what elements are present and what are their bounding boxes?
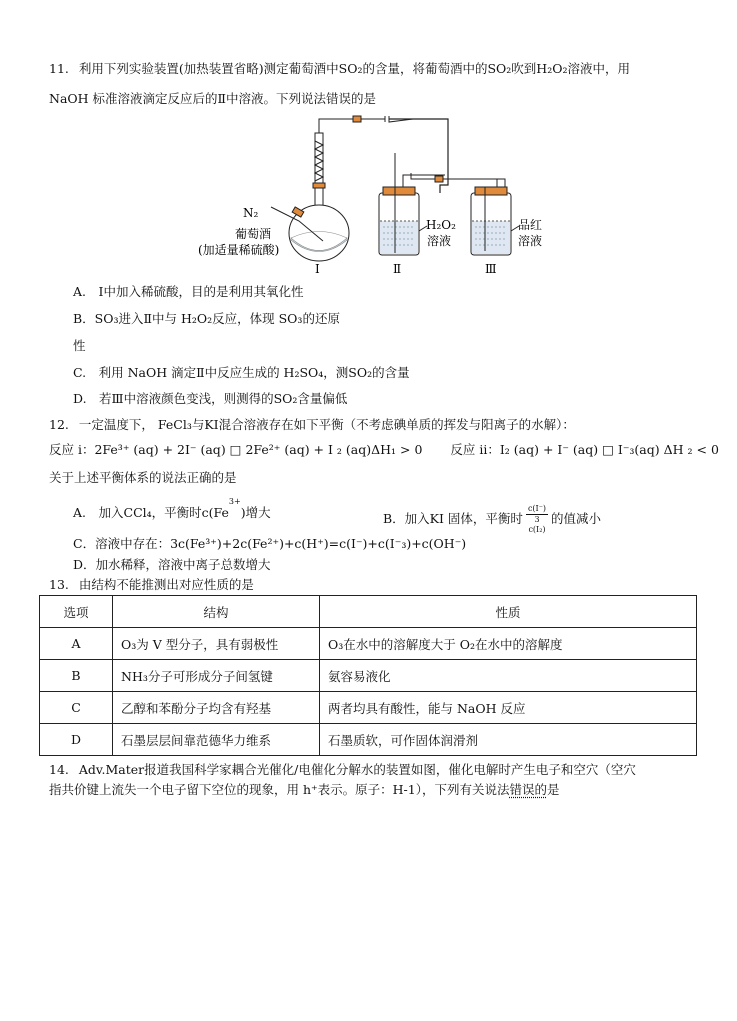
q14-number: 14. [49,762,69,777]
q12-option-b-end: 的值减小 [551,511,602,526]
table-row [40,692,697,724]
q12-option-b-text: B．加入KI 固体，平衡时 [383,511,523,526]
q12-option-d: D．加水稀释，溶液中离子总数增大 [73,557,271,572]
q12-option-b [383,504,601,535]
q12-stem-text: 一定温度下， FeCl₃与KI混合溶液存在如下平衡（不考虑碘单质的挥发与阳离子的水解）： [78,417,575,432]
reaction-ii: 反应 ii：I₂ (aq) + I⁻ (aq) □ I⁻₃(aq) ΔH ₂ < 0 [450,442,719,457]
q12-option-a-ion: (Fe [208,505,229,520]
table-cell: D [40,724,113,756]
table-cell: NH₃分子可形成分子间氢键 [113,660,320,692]
tube-connector-1 [353,116,361,122]
fraction-denominator: c(I₂) [528,525,546,534]
table-header-row [40,596,697,628]
q12-option-c: C．溶液中存在：3c(Fe³⁺)+2c(Fe²⁺)+c(H⁺)=c(I⁻)+c(I⁻₃)+c(OH⁻) [73,536,467,551]
table-header-option: 选项 [40,596,113,628]
q11-stem-text: 利用下列实验装置(加热装置省略)测定葡萄酒中SO₂的含量，将葡萄酒中的SO₂吹到H₂O₂溶液中，用 [78,61,630,76]
table-row [40,724,697,756]
label-I: Ⅰ [315,262,320,276]
q11-option-d: D. 若Ⅲ中溶液颜色变浅，则测得的SO₂含量偏低 [73,391,348,406]
q12-prompt: 关于上述平衡体系的说法正确的是 [49,470,237,485]
q14-line2 [49,781,559,799]
q11-option-b-line1: B．SO₃进入Ⅱ中与 H₂O₂反应，体现 SO₃的还原 [73,311,340,326]
q12-option-a-text: A. 加入CCl₄，平衡时c [73,505,209,520]
q12-option-a-charge: 3+ [228,496,241,506]
h2o2-solution-label: 溶液 [427,234,452,248]
q12-option-a [73,496,271,522]
table-cell: 石墨层层间靠范德华力维系 [113,724,320,756]
q11-option-c: C. 利用 NaOH 滴定Ⅱ中反应生成的 H₂SO₄，测SO₂的含量 [73,365,410,380]
q13-table [39,595,697,756]
wine-acid-label: (加适量稀硫酸) [198,243,280,257]
fraction-subscript: 3 [534,515,540,524]
h2o2-label: H₂O₂ [426,218,456,232]
pinhong-label: 品红 [518,218,543,232]
q14-line2-text: 指共价键上流失一个电子留下空位的现象，用 h⁺表示。原子：H-1），下列有关说法 [49,782,510,797]
pinhong-solution-label: 溶液 [518,234,543,248]
q14-line1 [49,761,636,779]
table-cell: C [40,692,113,724]
table-cell: B [40,660,113,692]
q11-number: 11. [49,61,69,76]
table-cell: 石墨质软，可作固体润滑剂 [320,724,697,756]
q13-stem [49,576,254,594]
n2-label: N₂ [243,206,259,220]
q11-stem-line1 [49,60,630,78]
table-row [40,660,697,692]
q14-emphasis: 错误的 [509,782,547,797]
q12-stem [49,416,575,434]
q14-text: Adv.Mater报道我国科学家耦合光催化/电催化分解水的装置如图，催化电解时产生电子和空穴（空穴 [78,762,636,777]
q12-number: 12. [49,417,69,432]
label-II: Ⅱ [393,262,402,276]
table-cell: 两者均具有酸性，能与 NaOH 反应 [320,692,697,724]
apparatus-figure [198,113,565,278]
q12-option-b-fraction [526,504,548,535]
q11-stem-line2: NaOH 标准溶液滴定反应后的Ⅱ中溶液。下列说法错误的是 [49,91,377,106]
table-cell: O₃在水中的溶解度大于 O₂在水中的溶解度 [320,628,697,660]
q11-option-b-line2: 性 [73,338,86,353]
fraction-numerator: c(I⁻) [527,504,547,513]
table-cell: A [40,628,113,660]
q13-number: 13. [49,577,69,592]
label-III: Ⅲ [485,262,497,276]
q13-stem-text: 由结构不能推测出对应性质的是 [78,577,254,592]
q12-option-a-end: )增大 [240,505,271,520]
table-cell: 乙醇和苯酚分子均含有羟基 [113,692,320,724]
q12-reactions [49,441,719,459]
table-cell: 氨容易液化 [320,660,697,692]
wine-label: 葡萄酒 [235,227,272,241]
table-cell: O₃为 V 型分子，具有弱极性 [113,628,320,660]
reaction-i: 反应 i：2Fe³⁺ (aq) + 2I⁻ (aq) □ 2Fe²⁺ (aq) + I ₂ (aq)ΔH₁ > 0 [49,442,423,457]
q14-line2-end: 是 [546,782,560,797]
q11-option-a: A. Ⅰ中加入稀硫酸，目的是利用其氧化性 [73,284,304,299]
table-header-structure: 结构 [113,596,320,628]
table-header-property: 性质 [320,596,697,628]
table-row [40,628,697,660]
